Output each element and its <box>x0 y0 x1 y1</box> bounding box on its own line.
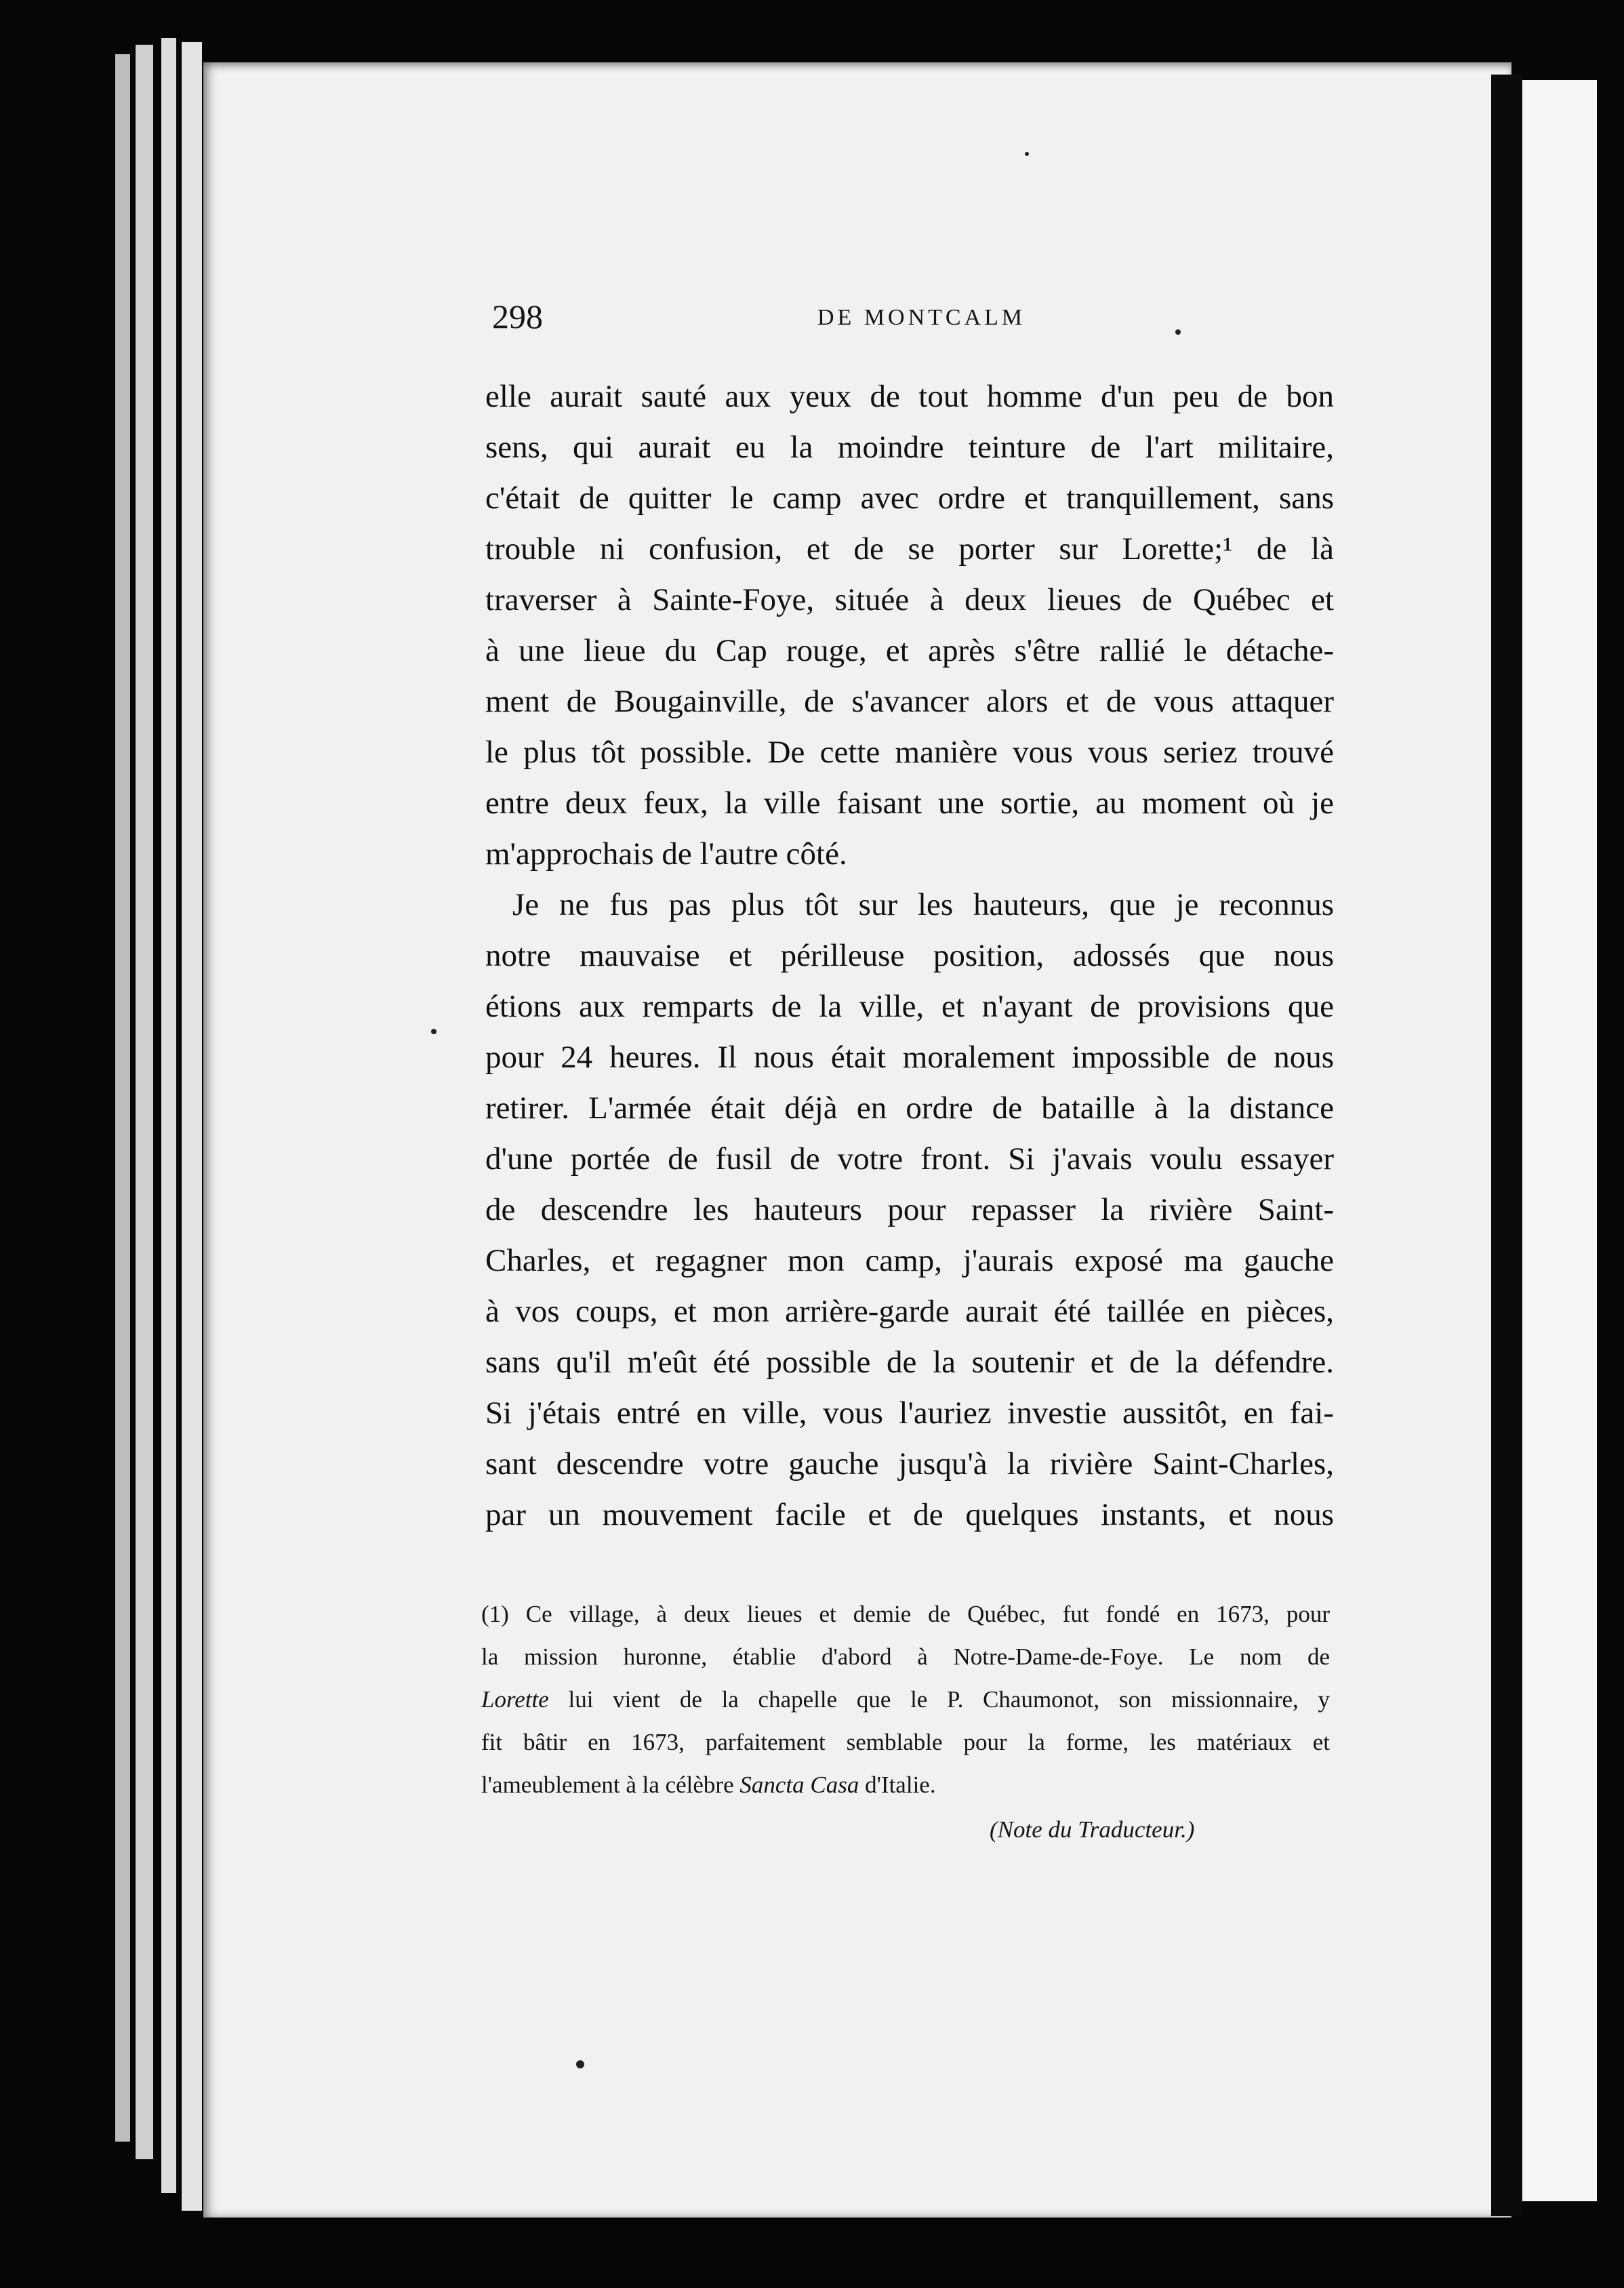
text-line: d'une portée de fusil de votre front. Si j'avais voulu essayer <box>485 1141 1334 1177</box>
book-edge <box>182 42 202 2211</box>
text-line: sant descendre votre gauche jusqu'à la rivière Saint-Charles, <box>485 1446 1334 1482</box>
text-line: retirer. L'armée était déjà en ordre de bataille à la distance <box>485 1090 1334 1126</box>
text-line: à une lieue du Cap rouge, et après s'être rallié le détache- <box>485 633 1334 668</box>
text-line: m'approchais de l'autre côté. <box>485 836 847 872</box>
text-line: trouble ni confusion, et de se porter sur Lorette;¹ de là <box>485 531 1334 567</box>
scan-speck <box>431 1029 437 1034</box>
footnote-line: la mission huronne, établie d'abord à Notre-Dame-de-Foye. Le nom de <box>481 1643 1330 1670</box>
footnote-line <box>481 1763 1330 1806</box>
text-line: notre mauvaise et périlleuse position, adossés que nous <box>485 938 1334 973</box>
text-line: Je ne fus pas plus tôt sur les hauteurs, que je reconnus <box>512 887 1334 922</box>
text-line: sens, qui aurait eu la moindre teinture de l'art militaire, <box>485 430 1334 465</box>
text-line: pour 24 heures. Il nous était moralement impossible de nous <box>485 1040 1334 1075</box>
text-line: entre deux feux, la ville faisant une sortie, au moment où je <box>485 785 1334 821</box>
scan-speck <box>1175 329 1181 335</box>
text-line: étions aux remparts de la ville, et n'ayant de provisions que <box>485 989 1334 1024</box>
footnote-line: (1) Ce village, à deux lieues et demie de Québec, fut fondé en 1673, pour <box>481 1601 1330 1627</box>
running-head: DE MONTCALM <box>817 305 1026 330</box>
book-edge <box>136 45 153 2159</box>
text-line: Charles, et regagner mon camp, j'aurais exposé ma gauche <box>485 1243 1334 1278</box>
page-header <box>492 297 1183 344</box>
text-line: ment de Bougainville, de s'avancer alors et de vous attaquer <box>485 684 1334 719</box>
text-line: le plus tôt possible. De cette manière vous vous seriez trouvé <box>485 735 1334 770</box>
credit-text: du <box>1042 1816 1078 1843</box>
footnote-text: lui vient de la chapelle que le P. Chaumonot, son missionnaire, y <box>548 1686 1330 1713</box>
book-edge <box>161 38 176 2193</box>
text-line: par un mouvement facile et de quelques instants, et nous <box>485 1497 1334 1532</box>
text-line: de descendre les hauteurs pour repasser la rivière Saint- <box>485 1192 1334 1227</box>
credit-text: Traducteur <box>1078 1816 1181 1843</box>
scan-speck <box>1025 152 1029 156</box>
body-text <box>485 371 1334 1540</box>
credit-paren: .) <box>1180 1816 1195 1843</box>
scan-speck <box>576 2060 584 2068</box>
credit-paren: ( <box>990 1816 998 1843</box>
footnote-text: d'Italie. <box>859 1772 936 1798</box>
credit-text: Note <box>997 1816 1042 1843</box>
text-line: traverser à Sainte-Foye, située à deux lieues de Québec et <box>485 582 1334 617</box>
footnote-text: l'ameublement à la célèbre <box>481 1772 740 1798</box>
book-edge <box>115 54 130 2142</box>
translator-note-credit <box>990 1816 1194 1843</box>
text-line: elle aurait sauté aux yeux de tout homme d'un peu de bon <box>485 379 1334 414</box>
footnote-line <box>481 1678 1330 1721</box>
adjacent-page <box>1522 80 1597 2201</box>
footnote <box>481 1593 1330 1806</box>
footnote-italic: Sancta Casa <box>739 1772 859 1798</box>
text-line: sans qu'il m'eût été possible de la soutenir et de la défendre. <box>485 1345 1334 1380</box>
text-line: Si j'étais entré en ville, vous l'auriez investie aussitôt, en fai- <box>485 1395 1334 1431</box>
footnote-line: fit bâtir en 1673, parfaitement semblable pour la forme, les matériaux et <box>481 1729 1330 1755</box>
page-number: 298 <box>492 298 543 335</box>
book-gutter <box>1491 75 1522 2216</box>
text-line: à vos coups, et mon arrière-garde aurait été taillée en pièces, <box>485 1294 1334 1329</box>
text-line: c'était de quitter le camp avec ordre et tranquillement, sans <box>485 481 1334 516</box>
footnote-italic: Lorette <box>481 1686 549 1713</box>
